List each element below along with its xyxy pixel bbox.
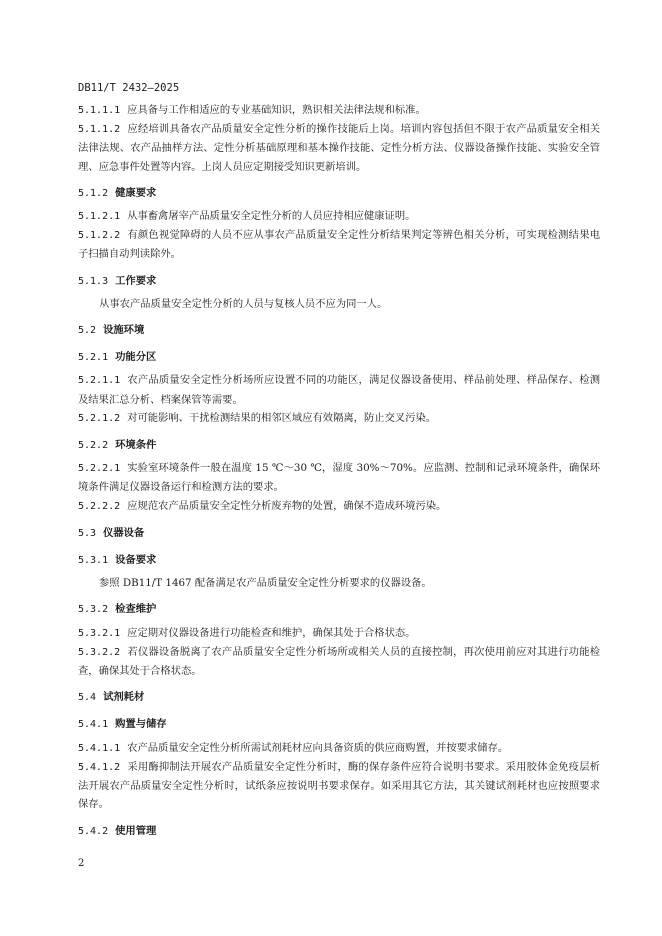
clause-number: 5.1.2.1 [78, 211, 121, 223]
section-title: 购置与储存 [115, 718, 167, 731]
clause-text: 采用酶抑制法开展农产品质量安全定性分析时，酶的保存条件应符合说明书要求。采用胶体金免疫层析法开展农产品质量安全定性分析时，试纸条应按说明书要求保存。如采用其它方法，其关键试剂耗材也应按照要求保存。 [78, 760, 600, 811]
clause-text: 应定期对仪器设备进行功能检查和维护，确保其处于合格状态。 [127, 626, 416, 639]
clause-5-2-1-2 [78, 409, 600, 428]
section-heading-5-4 [78, 688, 600, 707]
clause-number: 5.2.1.1 [78, 375, 121, 387]
clause-number: 5.4.1.2 [78, 761, 121, 773]
paragraph-5-3-1: 参照 DB11/T 1467 配备满足农产品质量安全定性分析要求的仪器设备。 [99, 577, 432, 590]
clause-5-4-1-2 [78, 758, 600, 814]
clause-5-4-1-1 [78, 739, 600, 758]
section-number: 5.3 [78, 527, 97, 539]
clause-5-2-2-1 [78, 459, 600, 496]
section-number: 5.4.1 [78, 719, 109, 731]
clause-number: 5.3.2.1 [78, 627, 121, 639]
clause-text: 有颜色视觉障碍的人员不应从事农产品质量安全定性分析结果判定等辨色相关分析，可实现检测结果电子扫描自动判读除外。 [78, 229, 600, 261]
section-number: 5.1.2 [78, 187, 109, 199]
page-number: 2 [78, 858, 85, 869]
section-heading-5-2-2 [78, 436, 600, 455]
clause-number: 5.1.1.1 [78, 105, 121, 116]
section-heading-5-3-2 [78, 600, 600, 619]
section-heading-5-1-3 [78, 272, 600, 291]
clause-5-1-1-1 [78, 101, 600, 120]
clause-text: 实验室环境条件一般在温度 15 ℃～30 ℃，湿度 30%～70%。应监测、控制和记录环境条件，确保环境条件满足仪器设备运行和检测方法的要求。 [78, 462, 600, 494]
clause-5-1-1-2 [78, 120, 600, 176]
section-heading-5-4-2 [78, 822, 600, 841]
section-heading-5-1-2 [78, 184, 600, 203]
section-heading-5-2 [78, 321, 600, 340]
section-number: 5.4 [78, 692, 97, 704]
section-number: 5.2.2 [78, 440, 109, 452]
clause-text: 应规范农产品质量安全定性分析废弃物的处置，确保不造成环境污染。 [127, 499, 447, 512]
clause-number: 5.4.1.1 [78, 742, 121, 754]
section-title: 使用管理 [115, 824, 157, 837]
clause-text: 若仪器设备脱离了农产品质量安全定性分析场所或相关人员的直接控制，再次使用前应对其进行功能检查，确保其处于合格状态。 [78, 645, 600, 678]
section-title: 设备要求 [115, 554, 157, 567]
section-title: 环境条件 [115, 439, 157, 452]
section-heading-5-4-1 [78, 715, 600, 734]
section-title: 检查维护 [115, 603, 157, 616]
section-title: 工作要求 [115, 274, 157, 287]
clause-number: 5.1.2.2 [78, 230, 121, 242]
section-number: 5.1.3 [78, 275, 109, 287]
clause-5-3-2-1 [78, 624, 600, 643]
section-number: 5.3.1 [78, 555, 109, 567]
section-number: 5.4.2 [78, 825, 109, 837]
clause-5-1-2-2 [78, 226, 600, 263]
section-title: 仪器设备 [103, 526, 145, 539]
section-number: 5.2.1 [78, 352, 109, 364]
clause-number: 5.2.2.1 [78, 463, 121, 475]
document-body [78, 101, 600, 845]
clause-number: 5.1.1.2 [78, 124, 121, 136]
section-number: 5.3.2 [78, 604, 109, 616]
clause-text: 农产品质量安全定性分析所需试剂耗材应向具备资质的供应商购置，并按要求储存。 [127, 741, 509, 754]
clause-text: 对可能影响、干扰检测结果的相邻区域应有效隔离，防止交叉污染。 [127, 411, 437, 424]
clause-number: 5.2.1.2 [78, 412, 121, 424]
clause-5-3-2-2 [78, 643, 600, 680]
clause-5-1-2-1 [78, 207, 600, 226]
clause-number: 5.2.2.2 [78, 500, 121, 512]
section-heading-5-3-1 [78, 551, 600, 570]
section-number: 5.2 [78, 325, 97, 337]
section-heading-5-3 [78, 524, 600, 543]
clause-5-2-1-1 [78, 371, 600, 408]
section-title: 功能分区 [115, 351, 157, 364]
clause-text: 应具备与工作相适应的专业基础知识，熟识相关法律法规和标准。 [127, 104, 426, 116]
clause-number: 5.3.2.2 [78, 646, 121, 658]
document-id-header: DB11/T 2432—2025 [78, 82, 180, 94]
section-title: 设施环境 [103, 324, 145, 337]
clause-5-2-2-2 [78, 497, 600, 516]
section-heading-5-2-1 [78, 348, 600, 367]
clause-text: 农产品质量安全定性分析场所应设置不同的功能区，满足仪器设备使用、样品前处理、样品保存、检测及结果汇总分析、档案保管等需要。 [78, 374, 600, 406]
paragraph-5-1-3: 从事农产品质量安全定性分析的人员与复核人员不应为同一人。 [99, 297, 388, 310]
clause-text: 从事畜禽屠宰产品质量安全定性分析的人员应持相应健康证明。 [127, 210, 416, 223]
section-title: 健康要求 [115, 186, 157, 199]
clause-text: 应经培训具备农产品质量安全定性分析的操作技能后上岗。培训内容包括但不限于农产品质量安全相关法律法规、农产品抽样方法、定性分析基础原理和基本操作技能、定性分析方法、仪器设备操作技能、实验安全管理、应急事件处置等内容。上岗人员应定期接受知识更新培训。 [78, 123, 600, 173]
section-title: 试剂耗材 [103, 691, 145, 704]
